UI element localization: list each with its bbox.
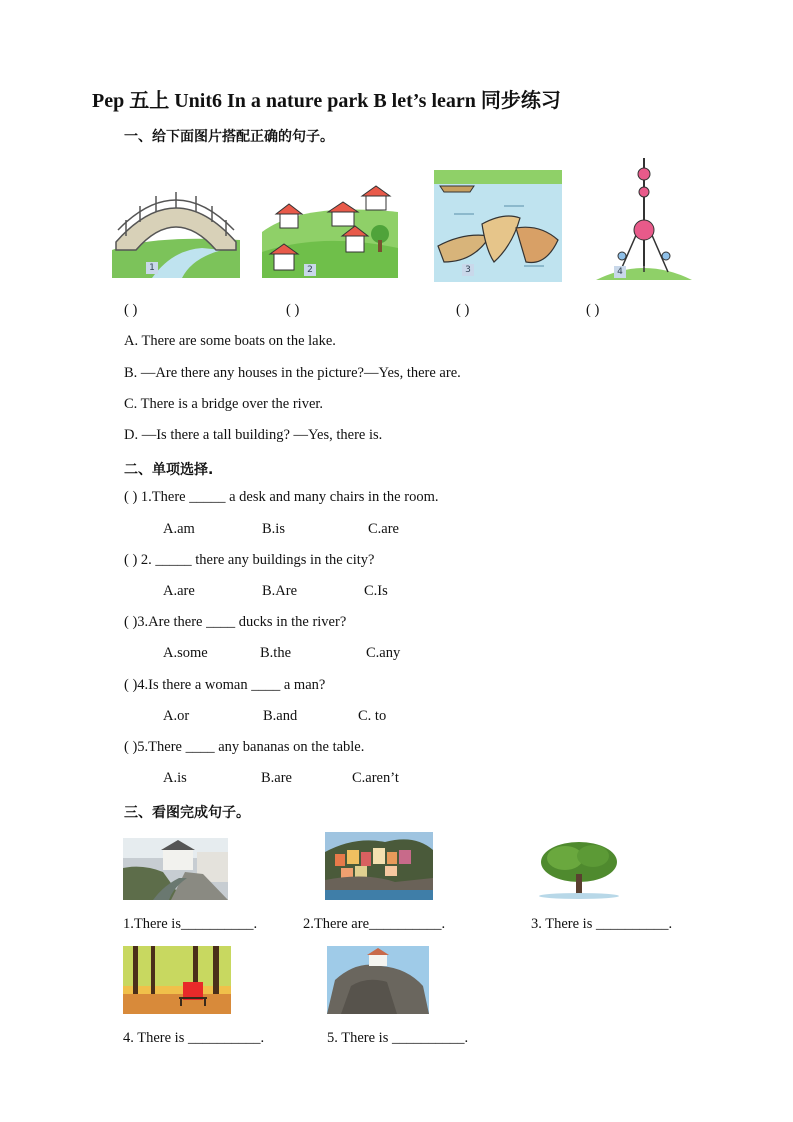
image-tag-3: 3 [462,264,474,276]
question-5-option-b[interactable]: B.are [261,770,292,786]
question-4-option-a[interactable]: A.or [163,708,190,724]
question-1-option-b[interactable]: B.is [262,521,285,537]
question-2-option-b[interactable]: B.Are [262,583,298,599]
match-option-c: C. There is a bridge over the river. [124,396,324,412]
sentence-2[interactable]: 2.There are__________. [303,916,446,932]
answer-blank-2[interactable]: ( ) [286,302,300,318]
sentence-5[interactable]: 5. There is __________. [327,1030,469,1046]
page-title: Pep 五上 Unit6 In a nature park B let’s learn 同步练习 [92,90,561,112]
question-4-stem: ( )4.Is there a woman ____ a man? [124,677,326,693]
boats-picture [434,170,562,282]
question-4-option-c[interactable]: C. to [358,708,387,724]
sentence-3[interactable]: 3. There is __________. [531,916,673,932]
match-option-a: A. There are some boats on the lake. [124,333,336,349]
question-2-option-a[interactable]: A.are [163,583,195,599]
houses-picture [262,182,398,278]
bridge-picture [112,180,240,278]
section-1-heading: 一、给下面图片搭配正确的句子。 [124,129,334,145]
question-3-option-c[interactable]: C.any [366,645,401,661]
question-3-option-a[interactable]: A.some [163,645,208,661]
house-on-rock-photo [327,946,429,1014]
answer-blank-4[interactable]: ( ) [586,302,600,318]
question-5-stem: ( )5.There ____ any bananas on the table. [124,739,365,755]
match-option-b: B. —Are there any houses in the picture?—Yes, there are. [124,365,461,381]
answer-blank-1[interactable]: ( ) [124,302,138,318]
question-2-option-c[interactable]: C.Is [364,583,388,599]
image-tag-4: 4 [614,266,626,278]
question-4-option-b[interactable]: B.and [263,708,298,724]
image-tag-2: 2 [304,264,316,276]
question-1-option-c[interactable]: C.are [368,521,399,537]
question-3-stem: ( )3.Are there ____ ducks in the river? [124,614,347,630]
answer-blank-3[interactable]: ( ) [456,302,470,318]
question-1-stem: ( ) 1.There _____ a desk and many chairs in the room. [124,489,439,505]
question-5-option-c[interactable]: C.aren’t [352,770,399,786]
question-1-option-a[interactable]: A.am [163,521,195,537]
cliff-town-photo [325,832,433,900]
sentence-1[interactable]: 1.There is__________. [123,916,258,932]
tower-picture [596,156,692,280]
question-2-stem: ( ) 2. _____ there any buildings in the city? [124,552,375,568]
section-3-heading: 三、看图完成句子。 [124,805,250,821]
tree-photo [535,838,623,900]
park-photo [123,946,231,1014]
match-option-d: D. —Is there a tall building? —Yes, there is. [124,427,383,443]
question-5-option-a[interactable]: A.is [163,770,187,786]
question-3-option-b[interactable]: B.the [260,645,292,661]
village-photo [123,838,228,900]
image-tag-1: 1 [146,262,158,274]
sentence-4[interactable]: 4. There is __________. [123,1030,265,1046]
section-2-heading: 二、单项选择. [124,462,214,478]
